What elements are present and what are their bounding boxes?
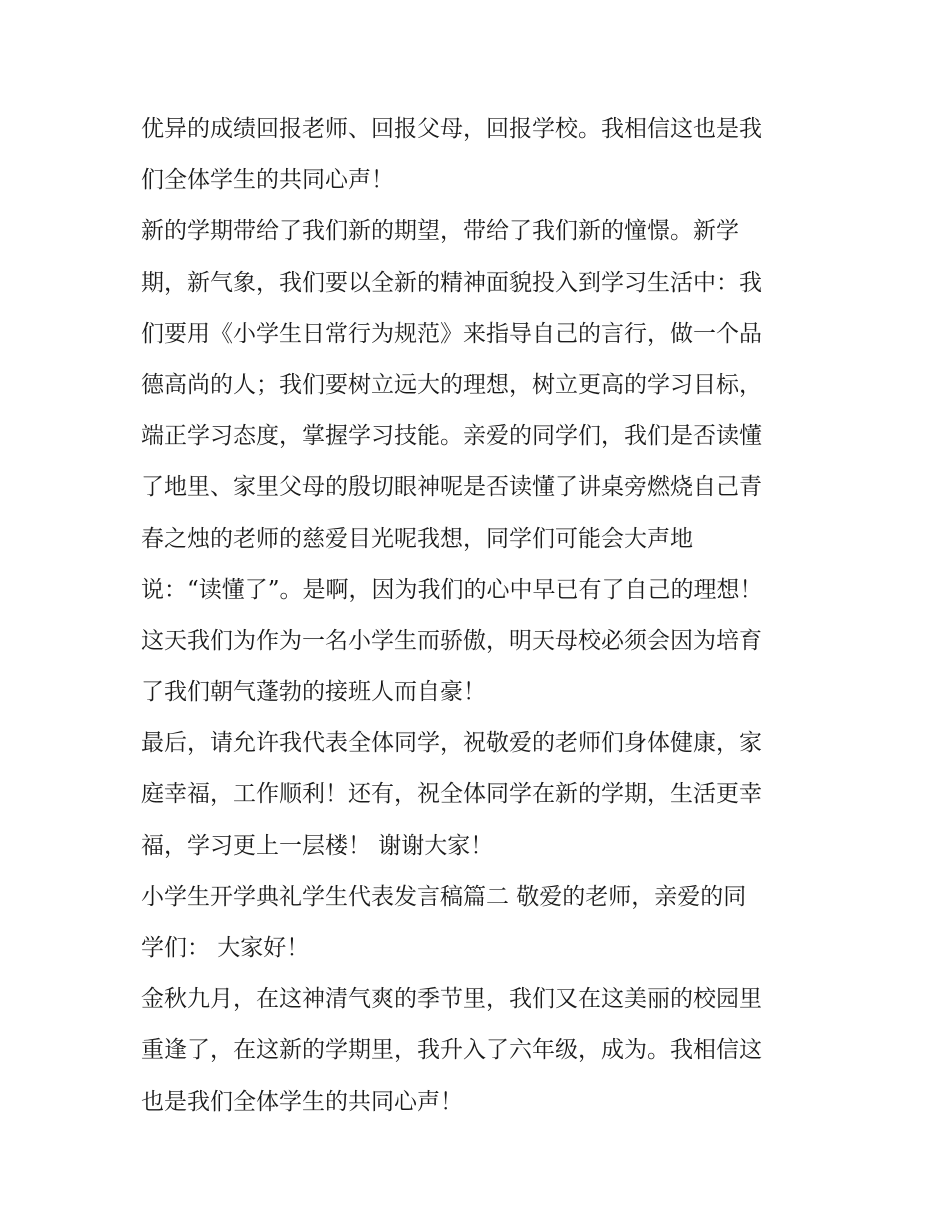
text-line: 新的学期带给了我们新的期望，带给了我们新的憧憬。新学 — [141, 218, 739, 245]
text-line: 小学生开学典礼学生代表发言稿篇二 敬爱的老师，亲爱的同 — [141, 883, 747, 910]
text-line: 们全体学生的共同心声！ — [141, 167, 394, 194]
text-line: 期，新气象，我们要以全新的精神面貌投入到学习生活中：我 — [141, 269, 762, 296]
text-body — [141, 104, 821, 1128]
text-line: 德高尚的人；我们要树立远大的理想，树立更高的学习目标， — [141, 371, 762, 398]
text-line: 金秋九月，在这神清气爽的季节里，我们又在这美丽的校园里 — [141, 986, 762, 1013]
text-line: 们要用《小学生日常行为规范》来指导自己的言行，做一个品 — [141, 320, 762, 347]
text-line: 了地里、家里父母的殷切眼神呢是否读懂了讲桌旁燃烧自己青 — [141, 474, 762, 501]
text-line: 重逢了，在这新的学期里，我升入了六年级，成为。我相信这 — [141, 1037, 762, 1064]
text-line: 也是我们全体学生的共同心声！ — [141, 1088, 463, 1115]
text-line: 这天我们为作为一名小学生而骄傲，明天母校必须会因为培育 — [141, 627, 762, 654]
text-line: 端正学习态度，掌握学习技能。亲爱的同学们，我们是否读懂 — [141, 423, 762, 450]
text-line: 庭幸福，工作顺利！还有，祝全体同学在新的学期，生活更幸 — [141, 781, 762, 808]
text-line: 了我们朝气蓬勃的接班人而自豪！ — [141, 679, 486, 706]
text-line: 说：“读懂了”。是啊，因为我们的心中早已有了自己的理想！ — [141, 576, 763, 603]
text-line: 学们： 大家好！ — [141, 935, 310, 961]
text-line: 春之烛的老师的慈爱目光呢我想，同学们可能会大声地 — [141, 525, 693, 552]
text-line: 最后，请允许我代表全体同学，祝敬爱的老师们身体健康，家 — [141, 730, 762, 757]
text-line: 优异的成绩回报老师、回报父母，回报学校。我相信这也是我 — [141, 116, 762, 142]
text-line: 福，学习更上一层楼！ 谢谢大家！ — [141, 832, 494, 859]
